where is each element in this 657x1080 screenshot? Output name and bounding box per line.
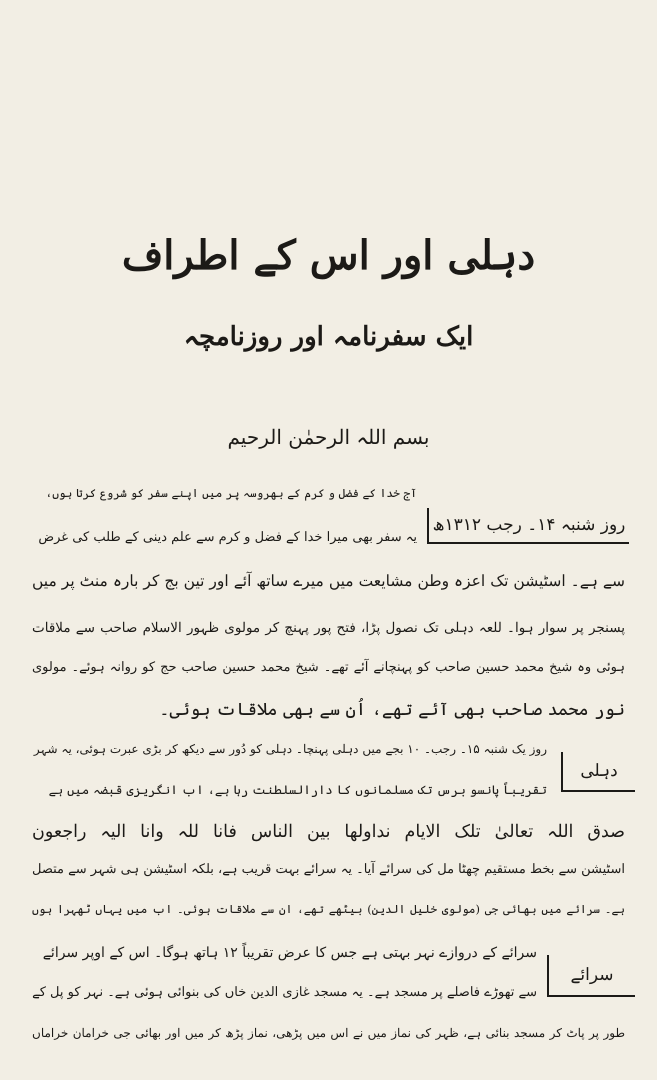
text-line: سرائے کے دروازے نہر بہتی ہے جس کا عرض تقریباً ۱۲ ہاتھ ہوگا۔ اس کے اوپر سرائے	[42, 945, 537, 961]
text-line: طور پر پاٹ کر مسجد بنائی ہے، ظہر کی نماز میں نے اس میں پڑھی، نماز پڑھ کر میں اور بھائی جی خرامان خراماں	[32, 1026, 625, 1040]
text-line: یہ سفر بھی میرا خدا کے فضل و کرم سے علم دینی کے طلب کی غرض	[38, 530, 417, 545]
text-line: سے ہے۔ اسٹیشن تک اعزہ وطن مشایعت میں میرے ساتھ آئے اور تین بج کر بارہ منٹ پر میں	[32, 572, 625, 590]
page-subtitle: ایک سفرنامہ اور روزنامچہ	[183, 322, 474, 352]
text-line: ہوئی وہ شیخ محمد حسین صاحب کو پہنچانے آئے تھے۔ شیخ محمد حسین صاحب حج کو روانہ ہوئے۔ مولوی	[32, 660, 625, 675]
margin-note-date: روز شنبہ ۱۴۔ رجب ۱۳۱۲ھ	[427, 508, 629, 544]
text-line: نور محمد صاحب بھی آئے تھے، اُن سے بھی ملاقات ہوئی۔	[159, 700, 625, 720]
text-line: پسنجر پر سوار ہوا۔ للعہ دہلی تک نصول پڑا، فتح پور پہنچ کر مولوی ظہور الاسلام صاحب سے ملاقات	[32, 620, 625, 636]
text-line: سے تھوڑے فاصلے پر مسجد ہے۔ یہ مسجد غازی الدین خاں کی بنوائی ہوئی ہے۔ نہر کو پل کے	[32, 985, 537, 1000]
text-line: صدق اللہ تعالیٰ تلک الایام نداولھا بین الناس فانا للہ وانا الیہ راجعون	[32, 822, 625, 842]
text-line: آج خدا کے فضل و کرم کے بھروسہ پر میں اپنے سفر کو شروع کرتا ہوں،	[45, 486, 417, 500]
margin-note-sarai: سرائے	[547, 955, 635, 997]
bismillah-heading: بسم اللہ الرحمٰن الرحیم	[227, 425, 430, 449]
margin-note-delhi: دہلی	[561, 752, 635, 792]
text-line: تقریباً پانسو برس تک مسلمانوں کا دارالسلطنت رہا ہے، اب انگریزی قبضہ میں ہے	[48, 782, 547, 797]
text-line: ہے۔ سرائے میں بھائی جی (مولوی خلیل الدین) بیٹھے تھے، ان سے ملاقات ہوئی۔ اب میں یہاں ٹھہرا ہوں	[32, 902, 625, 916]
text-line: اسٹیشن سے بخط مستقیم چھٹا مل کی سرائے آیا۔ یہ سرائے بہت قریب ہے، بلکہ اسٹیشن ہی شہر سے متصل	[32, 862, 625, 877]
page-title: دہلی اور اس کے اطراف	[121, 232, 536, 279]
text-line: روز یک شنبہ ۱۵۔ رجب۔ ۱۰ بجے میں دہلی پہنچا۔ دہلی کو دُور سے دیکھ کر بڑی عبرت ہوئی، یہ شہر	[33, 742, 547, 756]
